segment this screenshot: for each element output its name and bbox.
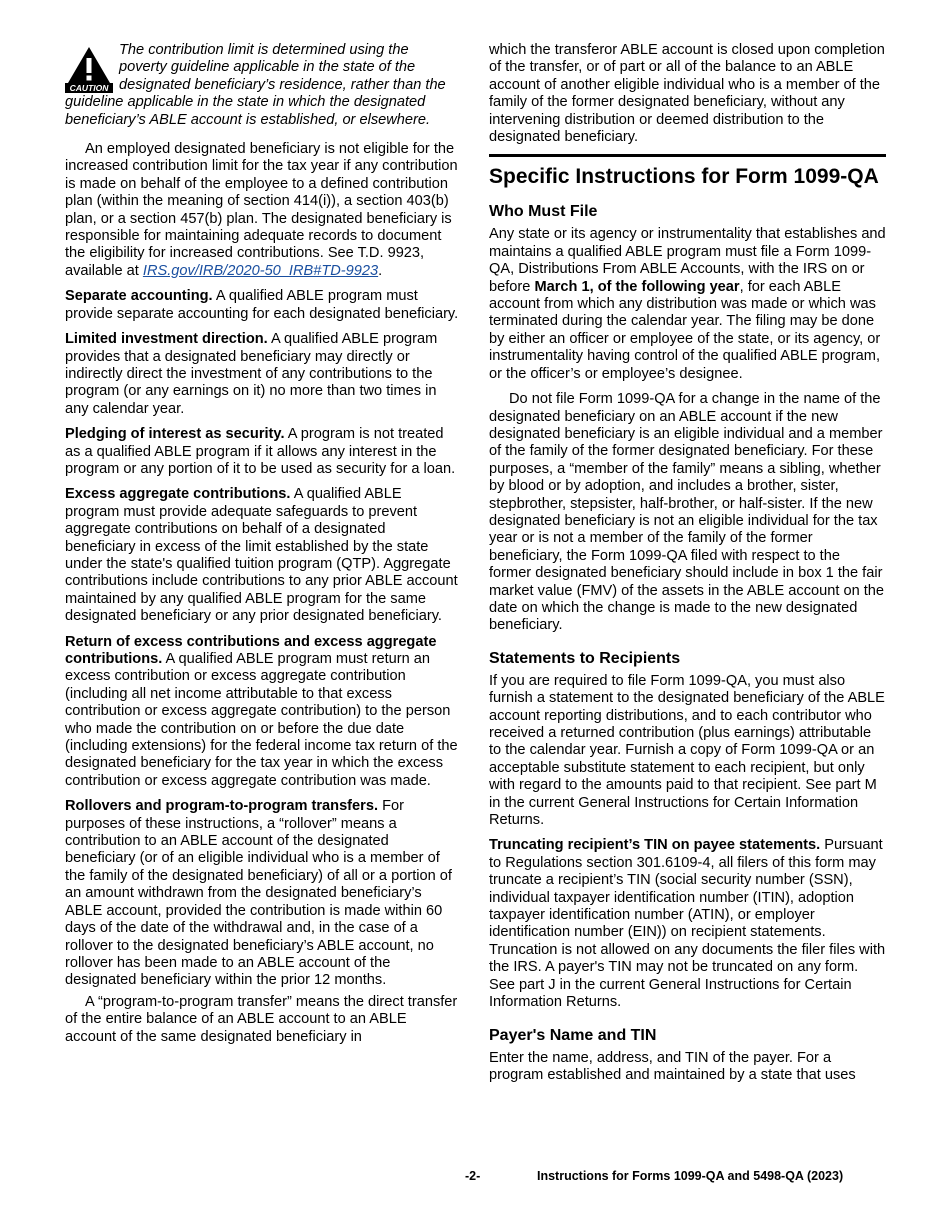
page-number: -2- (465, 1169, 481, 1183)
heading-who-must-file: Who Must File (489, 203, 598, 221)
paragraph-payer: Enter the name, address, and TIN of the payer. For a program established and maintained by a state that uses (489, 1049, 856, 1083)
left-column (65, 42, 460, 1054)
paragraph-lead: Pledging of interest as security. (65, 426, 285, 443)
paragraph-text: An employed designated beneficiary is not eligible for the increased contribution limit for the tax year if any contribution is made on behalf of the employee to a defined contribution plan (within the meaning of section 414(i)), a section 403(b) plan, or a section 457(b) plan. The designated beneficiary is responsible for maintaining adequate records to document the eligibility for increased contributions. See T.D. 9923, available at (65, 141, 458, 279)
caution-text: The contribution limit is determined using the poverty guideline applicable in the state of the designated beneficiary’s residence, rather than the guideline applicable in the state in which the designated beneficiary’s ABLE account is established, or elsewhere. (65, 42, 446, 128)
right-column (489, 42, 886, 1092)
caution-icon (65, 45, 113, 93)
caution-note (65, 42, 460, 129)
paragraph-rollovers: Rollovers and program-to-program transfers. For purposes of these instructions, a “rollover” means a contribution to an ABLE account of the designated beneficiary (or of an eligible individual who is a member of the family of the designated beneficiary) of all or a portion of an amount withdrawn from the designated beneficiary’s ABLE account, provided the contribution is made within 60 days of the date of the withdrawal and, in the case of a rollover to the designated beneficiary’s ABLE account, no rollover has been made to an ABLE account of the designated beneficiary within the prior 12 months. (65, 798, 452, 989)
paragraph-truncating-tin: Truncating recipient’s TIN on payee statements. Pursuant to Regulations section 301.6109-4, all filers of this form may truncate a recipient’s TIN (social security number (SSN), individual taxpayer identification number (ITIN), adoption taxpayer identification number (ATIN), or employer identification number (EIN)) on recipient statements. Truncation is not allowed on any documents the filer files with the IRS. A payer's TIN may not be truncated on any form. See part J in the current General Instructions for Certain Information Returns. (489, 837, 886, 1011)
paragraph-transfer-continued: which the transferor ABLE account is closed upon completion of the transfer, or of part or all of the balance to an ABLE account of another eligible individual who is a member of the family of the former designated beneficiary, without any intervening distribution or deemed distribution to the designated beneficiary. (489, 42, 885, 146)
paragraph-statements: If you are required to file Form 1099-QA, you must also furnish a statement to the designated beneficiary of the ABLE account reporting distributions, and to each contributor who received a returned contribution (plus earnings) attributable to the calendar year. Furnish a copy of Form 1099-QA or an acceptable substitute statement to each recipient, but only with regard to the amounts paid to that recipient. See part M in the current General Instructions for Certain Information Returns. (489, 672, 885, 829)
section-divider (489, 154, 886, 157)
paragraph-limited-investment: Limited investment direction. A qualified ABLE program provides that a designated beneficiary may directly or indirectly direct the investment of any contributions to the program (or any earnings on it) no more than two times in any calendar year. (65, 331, 438, 417)
paragraph-lead: Truncating recipient’s TIN on payee statements. (489, 837, 821, 854)
paragraph-excess-aggregate: Excess aggregate contributions. A qualified ABLE program must provide adequate safeguards to prevent aggregate contributions on behalf of a designated beneficiary in excess of the limit established by the state under the state's qualified tuition program (QTP). Aggregate contributions include contributions to any prior ABLE account maintained by any qualified ABLE program for the same designated beneficiary or any prior designated beneficiary. (65, 486, 458, 625)
paragraph-who-must-file: Any state or its agency or instrumentality that establishes and maintains a qualified ABLE program must file a Form 1099-QA, Distributions From ABLE Accounts, with the IRS on or before March 1, of the following year, for each ABLE account from which any distribution was made or which was terminated during the calendar year. The filing may be done by either an officer or employee of the state, or its agency, or instrumentality having control of the qualified ABLE program, or the officer’s or employee’s designee. (489, 226, 886, 382)
irs-td-9923-link[interactable]: IRS.gov/IRB/2020-50_IRB#TD-9923 (142, 262, 379, 279)
paragraph-return-excess: Return of excess contributions and excess aggregate contributions. A qualified ABLE program must return an excess contribution or excess aggregate contribution (including all net income attributable to that excess contribution or excess aggregate contribution) to the person who made the contribution on or before the due date (including extensions) for the federal income tax return of the designated beneficiary for the tax year in which the excess contribution or excess aggregate contribution was made. (65, 633, 458, 789)
caution-icon-label: CAUTION (69, 83, 109, 93)
paragraph-lead: Limited investment direction. (65, 331, 268, 348)
paragraph-lead: Rollovers and program-to-program transfers. (65, 798, 379, 815)
due-date: March 1, of the following year (534, 278, 740, 295)
heading-statements-to-recipients: Statements to Recipients (489, 649, 681, 667)
footer-title: Instructions for Forms 1099-QA and 5498-QA (2023) (537, 1169, 844, 1183)
paragraph-lead: Separate accounting. (65, 288, 213, 305)
paragraph-do-not-file: Do not file Form 1099-QA for a change in the name of the designated beneficiary on an ABLE account if the new designated beneficiary is an eligible individual and a member of the family of the former designated beneficiary. For these purposes, a “member of the family” means a sibling, whether by blood or by adoption, and includes a brother, sister, stepbrother, stepsister, half-brother, or half-sister. If the new designated beneficiary is not an eligible individual for the tax year or is not a member of the family of the former beneficiary, the Form 1099-QA filed with respect to the former designated beneficiary should include in box 1 the fair market value (FMV) of the assets in the ABLE account on the date on which the change is made to the new designated beneficiary. (489, 391, 885, 634)
paragraph-separate-accounting: Separate accounting. A qualified ABLE program must provide separate accounting for each designated beneficiary. (65, 288, 459, 322)
section-title: Specific Instructions for Form 1099-QA (489, 165, 879, 189)
paragraph-lead: Excess aggregate contributions. (65, 486, 291, 503)
paragraph-employed-beneficiary: An employed designated beneficiary is not eligible for the increased contribution limit for the tax year if any contribution is made on behalf of the employee to a defined contribution plan (within the meaning of section 414(i)), a section 403(b) plan, or a section 457(b) plan. The designated beneficiary is responsible for maintaining adequate records to document the eligibility for increased contributions. See T.D. 9923, available at IRS.gov/IRB/2020-50_IRB#TD-9923. (65, 141, 458, 279)
paragraph-program-transfer: A “program-to-program transfer” means the direct transfer of the entire balance of an ABLE account to an ABLE account of the same designated beneficiary in (65, 993, 458, 1045)
heading-payer-name-tin: Payer's Name and TIN (489, 1026, 657, 1044)
paragraph-lead: Return of excess contributions and excess aggregate contributions. (65, 633, 437, 667)
paragraph-pledging: Pledging of interest as security. A program is not treated as a qualified ABLE program if it allows any interest in the program or any portion of it to be used as security for a loan. (65, 426, 456, 477)
